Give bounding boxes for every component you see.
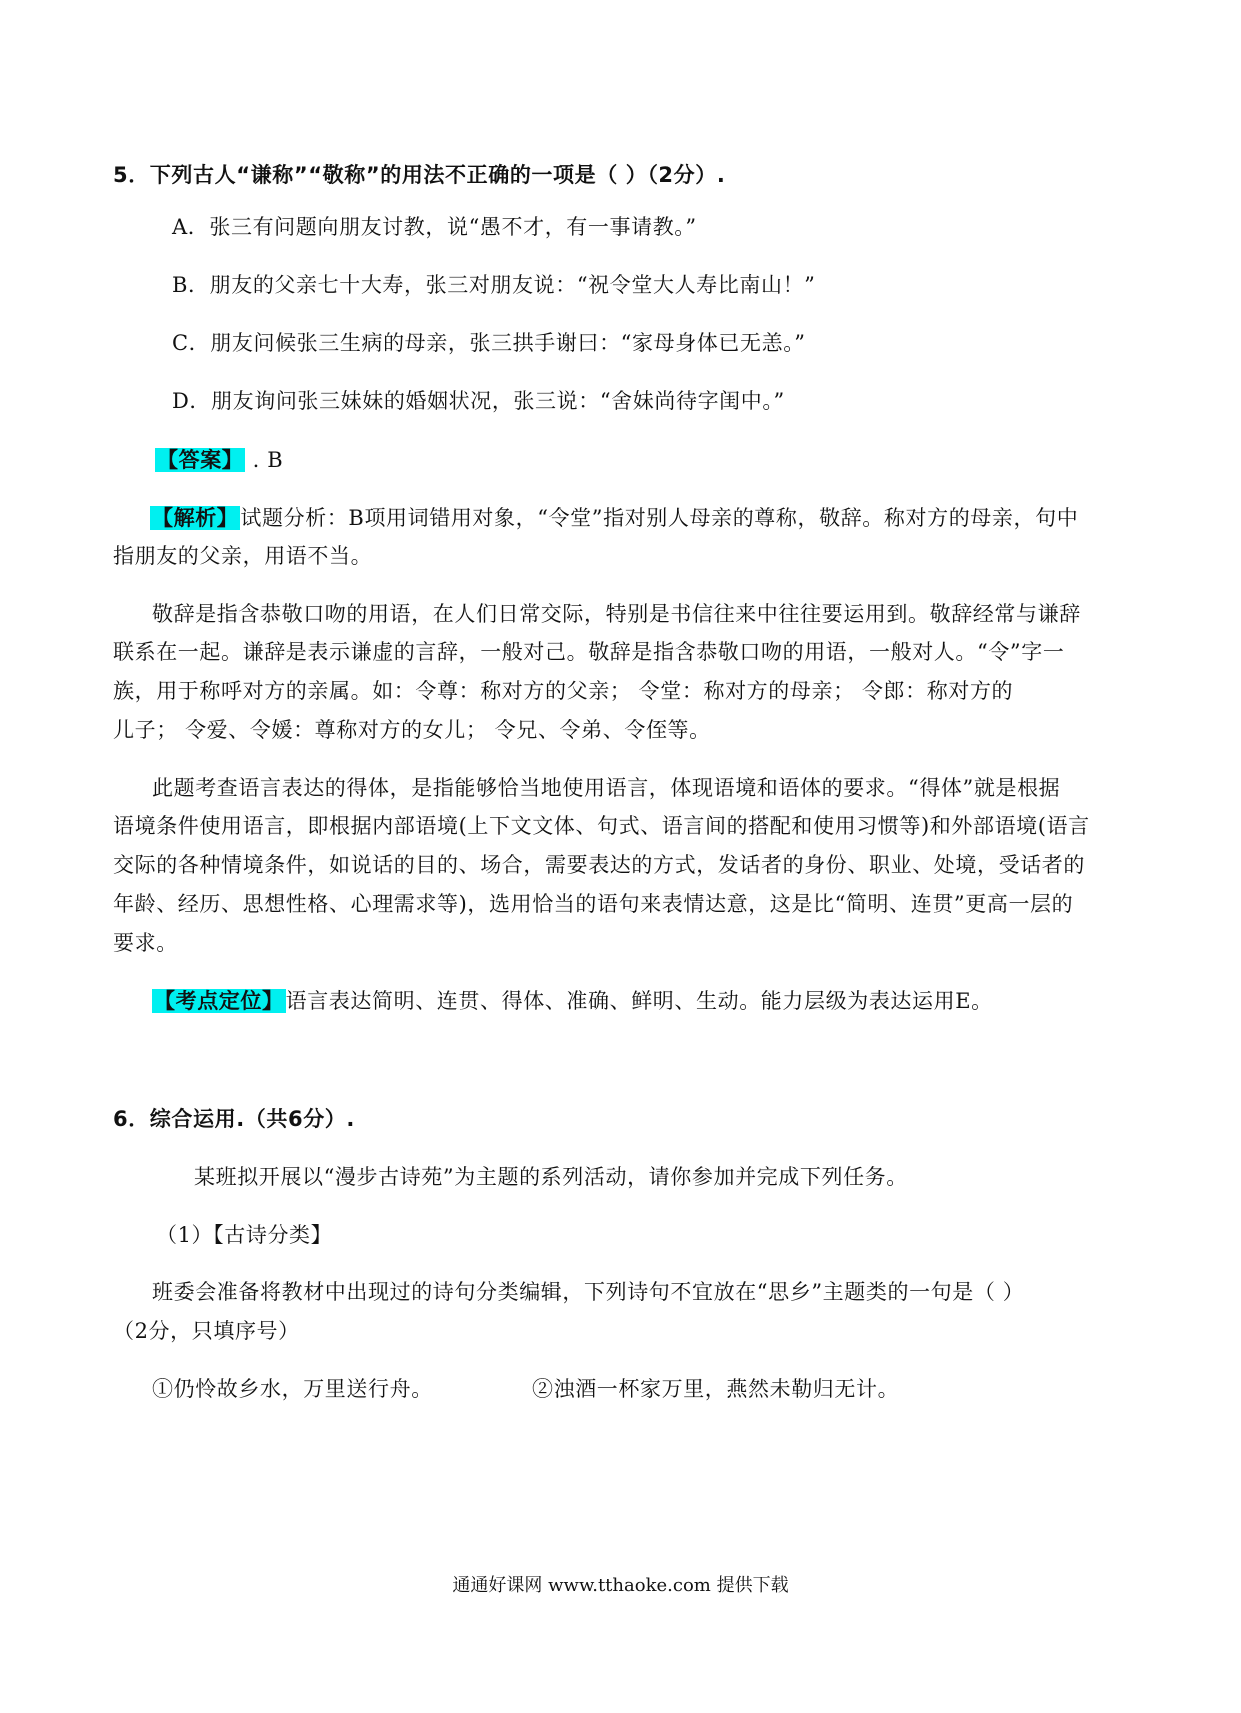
analysis-tag: 【解析】 bbox=[152, 506, 239, 530]
analysis-line-1 bbox=[150, 503, 1078, 533]
para1-line-4: 儿子； 令爱、令媛：尊称对方的女儿； 令兄、令弟、令侄等。 bbox=[113, 718, 711, 742]
q5-option-d: D．朋友询问张三妹妹的婚姻状况，张三说：“舍妹尚待字闺中。” bbox=[172, 389, 785, 413]
q6-item-2: ②浊酒一杯家万里，燕然未勒归无计。 bbox=[532, 1377, 900, 1401]
q6-sub1: （1）【古诗分类】 bbox=[156, 1223, 333, 1247]
q6-question-line-2: （2分，只填序号） bbox=[113, 1319, 300, 1343]
analysis-line-2: 指朋友的父亲，用语不当。 bbox=[113, 544, 373, 568]
q5-option-a: A．张三有问题向朋友讨教，说“愚不才，有一事请教。” bbox=[172, 215, 697, 239]
answer-row bbox=[155, 445, 283, 475]
para1-line-3: 族，用于称呼对方的亲属。如：令尊：称对方的父亲； 令堂：称对方的母亲； 令郎：称对方的 bbox=[113, 679, 1014, 703]
q5-option-c: C．朋友问候张三生病的母亲，张三拱手谢曰：“家母身体已无恙。” bbox=[172, 331, 806, 355]
kaodian-row bbox=[152, 986, 993, 1016]
q6-intro: 某班拟开展以“漫步古诗苑”为主题的系列活动，请你参加并完成下列任务。 bbox=[194, 1165, 908, 1189]
para1-line-1: 敬辞是指含恭敬口吻的用语，在人们日常交际，特别是书信往来中往往要运用到。敬辞经常与谦辞 bbox=[152, 602, 1081, 626]
page-footer: 通通好课网 www.tthaoke.com 提供下载 bbox=[452, 1575, 789, 1596]
para2-line-1: 此题考查语言表达的得体，是指能够恰当地使用语言，体现语境和语体的要求。“得体”就是根据 bbox=[152, 776, 1061, 800]
q6-item-1: ①仍怜故乡水，万里送行舟。 bbox=[152, 1377, 433, 1401]
q5-title: 5．下列古人“谦称”“敬称”的用法不正确的一项是（ ）（2分）. bbox=[113, 163, 726, 187]
kaodian-text: 语言表达简明、连贯、得体、准确、鲜明、生动。能力层级为表达运用E。 bbox=[285, 989, 993, 1013]
analysis-text-1: 试题分析：B项用词错用对象，“令堂”指对别人母亲的尊称，敬辞。称对方的母亲，句中 bbox=[240, 506, 1079, 530]
para2-line-2: 语境条件使用语言，即根据内部语境(上下文文体、句式、语言间的搭配和使用习惯等)和外部语境(语言 bbox=[113, 814, 1090, 838]
para2-line-5: 要求。 bbox=[113, 931, 178, 955]
para1-line-2: 联系在一起。谦辞是表示谦虚的言辞，一般对己。敬辞是指含恭敬口吻的用语，一般对人。“令”字一 bbox=[113, 640, 1065, 664]
para2-line-3: 交际的各种情境条件，如说话的目的、场合，需要表达的方式，发话者的身份、职业、处境，受话者的 bbox=[113, 853, 1085, 877]
answer-tag: 【答案】 bbox=[157, 448, 244, 472]
q5-option-b: B．朋友的父亲七十大寿，张三对朋友说：“祝令堂大人寿比南山！” bbox=[172, 273, 816, 297]
q6-title: 6．综合运用.（共6分）. bbox=[113, 1107, 355, 1131]
q6-question-line-1: 班委会准备将教材中出现过的诗句分类编辑，下列诗句不宜放在“思乡”主题类的一句是（ ） bbox=[152, 1280, 1025, 1304]
para2-line-4: 年龄、经历、思想性格、心理需求等)，选用恰当的语句来表情达意，这是比“简明、连贯”更高一层的 bbox=[113, 892, 1074, 916]
kaodian-tag: 【考点定位】 bbox=[154, 989, 284, 1013]
answer-value: . B bbox=[245, 448, 284, 472]
